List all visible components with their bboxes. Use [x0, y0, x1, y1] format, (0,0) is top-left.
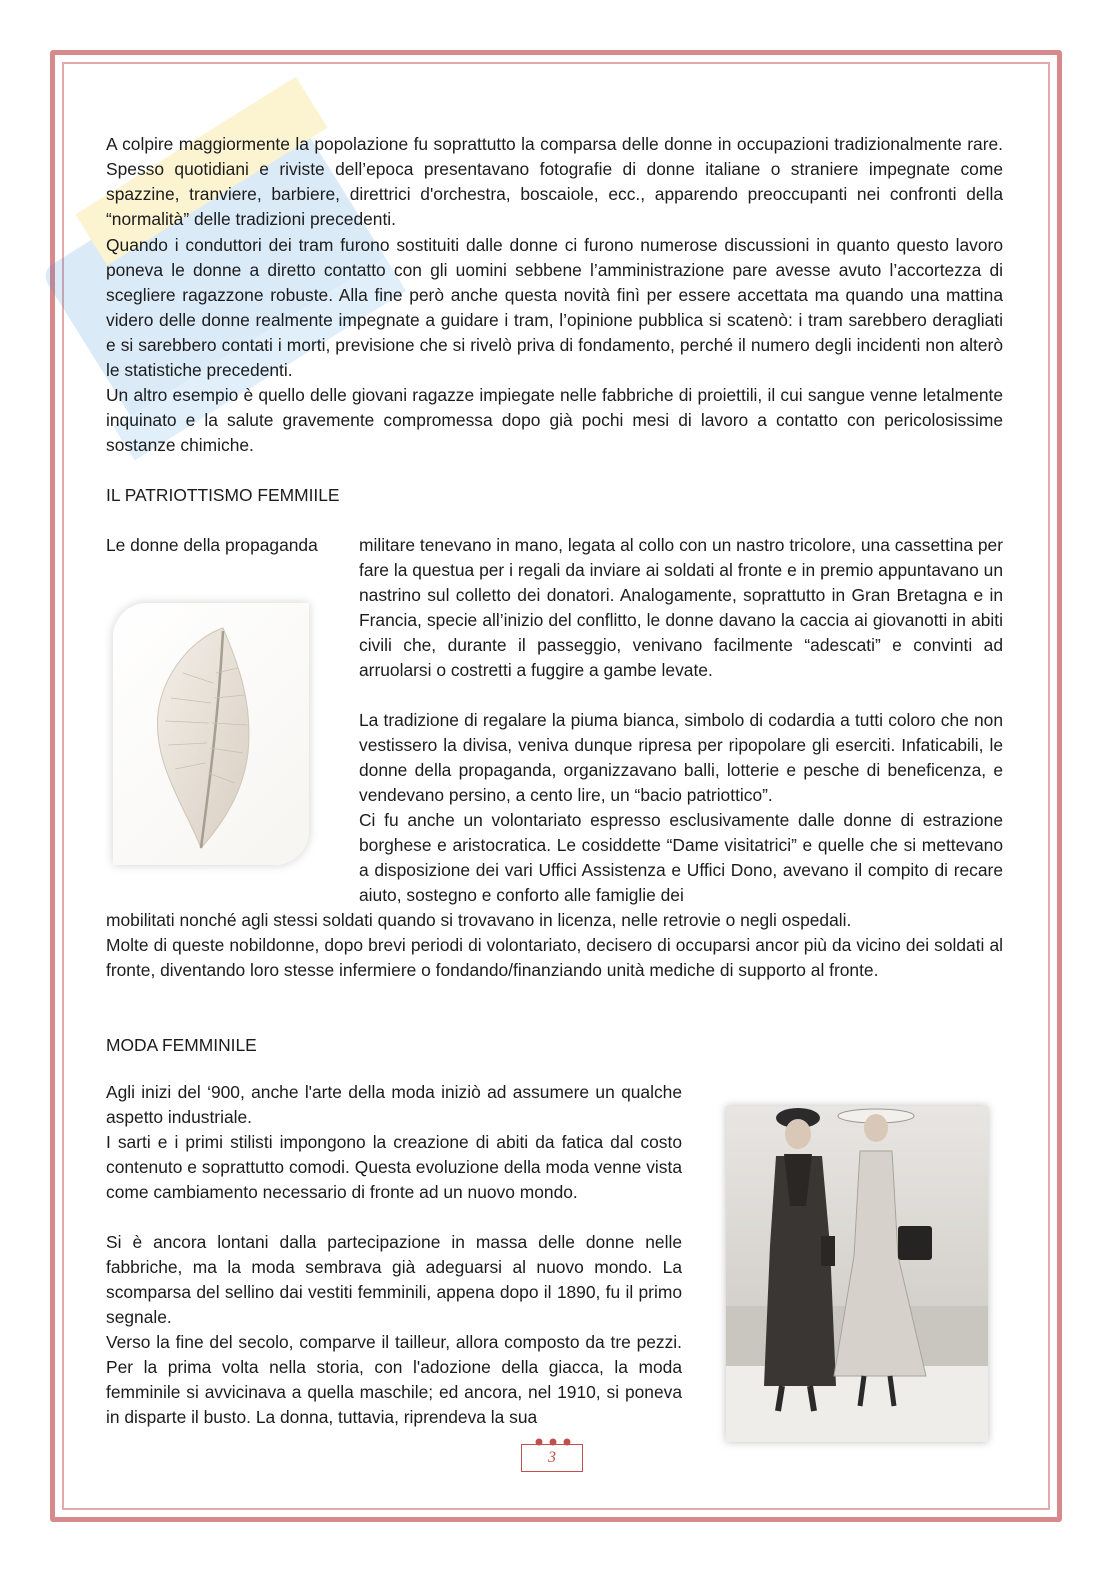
patriottismo-lead: Le donne della propaganda [106, 535, 318, 555]
section-heading-patriottismo: IL PATRIOTTISMO FEMMIILE [106, 485, 340, 505]
feather-illustration [113, 603, 309, 865]
patriottismo-paragraph-3: Ci fu anche un volontariato espresso esclusivamente dalle donne di estrazione borghese e aristocratica. Le cosiddette “Dame visitatrici” e quelle che si mettevano a disposizione dei vari Uffici Assistenza e Uffici Dono, avevano il compito di recare aiuto, sostegno e conforto alle famiglie dei [359, 810, 1003, 905]
paragraph-factories: Un altro esempio è quello delle giovani ragazze impiegate nelle fabbriche di proiettili, il cui sangue venne letalmente inquinato e la salute gravemente compromessa dopo già pochi mesi di lavoro a contatto con pericolosissime sostanze chimiche. [106, 385, 1003, 455]
moda-paragraph-4: Verso la fine del secolo, comparve il tailleur, allora composto da tre pezzi. Per la prima volta nella storia, con l'adozione della giacca, la moda femminile si avvicinava a quella maschile; ed ancora, nel 1910, si poneva in disparte il busto. La donna, tuttavia, riprendeva la sua [106, 1332, 682, 1427]
patriottismo-paragraph-1: militare tenevano in mano, legata al collo con un nastro tricolore, una cassettina per fare la questua per i regali da inviare ai soldati al fronte e in premio appuntavano un nastrino sul colletto dei donatori. Analogamente, soprattutto in Gran Bretagna e in Francia, specie all’inizio del conflitto, le donne davano la caccia ai giovanotti in abiti civili che, durante il passeggio, venivano facilmente “adescati” e convinti ad arruolarsi o costretti a fuggire a gambe levate. [359, 535, 1003, 680]
fashion-photo [726, 1106, 988, 1442]
paragraph-occupations: A colpire maggiormente la popolazione fu soprattutto la comparsa delle donne in occupazioni tradizionalmente rare. Spesso quotidiani e riviste dell’epoca presentavano fotografie di donne italiane o straniere impegnate come spazzine, tranviere, barbiere, direttrici d'orchestra, boscaiole, ecc., apparendo preoccupanti nei confronti della “normalità” delle tradizioni precedenti. [106, 134, 1003, 229]
moda-paragraph-3: Si è ancora lontani dalla partecipazione in massa delle donne nelle fabbriche, ma la moda sembrava già adeguarsi al nuovo mondo. La scomparsa del sellino dai vestiti femminili, appena dopo il 1890, fu il primo segnale. [106, 1232, 682, 1327]
section-heading-moda: MODA FEMMINILE [106, 1035, 257, 1055]
paragraph-tram: Quando i conduttori dei tram furono sostituiti dalle donne ci furono numerose discussioni in quanto questo lavoro poneva le donne a diretto contatto con gli uomini sebbene l’amministrazione pare avesse avuto l’accortezza di scegliere ragazzone robuste. Alla fine però anche questa novità finì per essere accettata ma quando una mattina videro delle donne realmente impegnate a guidare i tram, l’opinione pubblica si scatenò: i tram sarebbero deragliati e si sarebbero contati i morti, previsione che si rivelò priva di fondamento, perché il numero degli incidenti non alterò le statistiche precedenti. [106, 235, 1003, 380]
patriottismo-paragraph-2: La tradizione di regalare la piuma bianca, simbolo di codardia a tutti coloro che non vestissero la divisa, veniva dunque ripresa per ripopolare gli eserciti. Infaticabili, le donne della propaganda, organizzavano balli, lotterie e pesche di beneficenza, e vendevano persino, a cento lire, un “bacio patriottico”. [359, 710, 1003, 805]
feather-image [113, 603, 309, 865]
patriottismo-paragraph-3-cont: mobilitati nonché agli stessi soldati quando si trovavano in licenza, nelle retrovie o negli ospedali. [106, 910, 852, 930]
moda-paragraph-2: I sarti e i primi stilisti impongono la creazione di abiti da fatica dal costo contenuto e soprattutto comodi. Questa evoluzione della moda venne vista come cambiamento necessario di fronte ad un nuovo mondo. [106, 1132, 682, 1202]
moda-paragraph-1: Agli inizi del ‘900, anche l'arte della moda iniziò ad assumere un qualche aspetto industriale. [106, 1082, 682, 1127]
page-number: 3 [521, 1444, 583, 1472]
patriottismo-paragraph-4: Molte di queste nobildonne, dopo brevi periodi di volontariato, decisero di occuparsi ancor più da vicino dei soldati al fronte, diventando loro stesse infermiere o fondando/finanziando unità mediche di supporto al fronte. [106, 935, 1003, 980]
